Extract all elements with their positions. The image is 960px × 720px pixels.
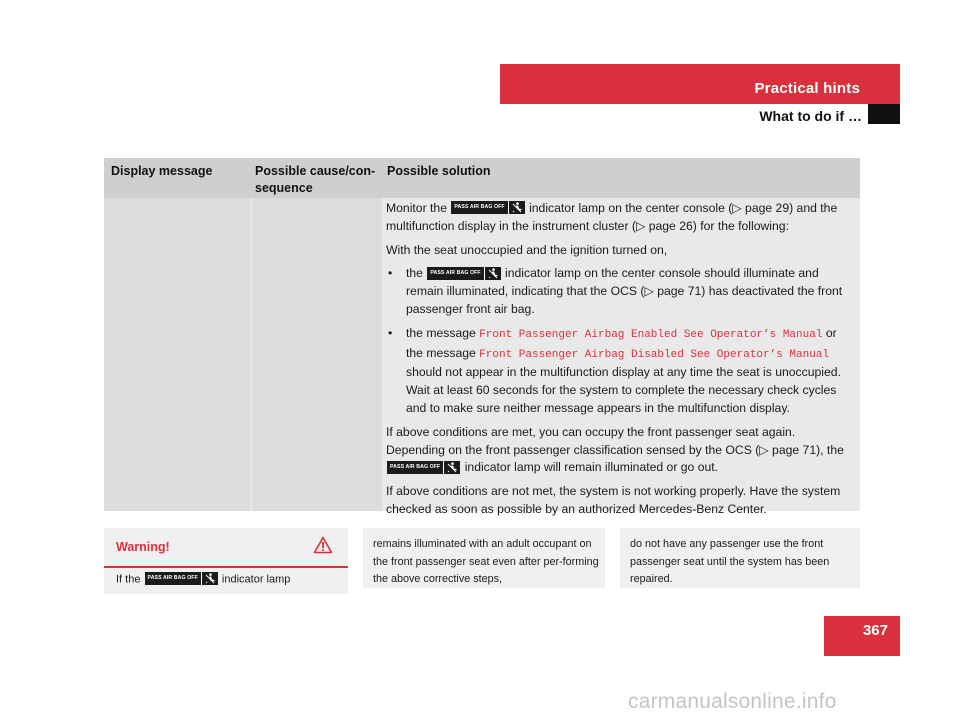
- subsection-title: What to do if …: [759, 108, 862, 124]
- bullet: •: [388, 266, 393, 281]
- solution-paragraph-conditions-met: If above conditions are met, you can occupy the front passenger seat again. Depending on the front passenger classification sensed by the OCS (▷ page 71), the PASS AIR BAG OFF indicator lamp will remain illuminated or go out.: [386, 424, 844, 475]
- passenger-airbag-off-lamp: PASS AIR BAG OFF: [451, 201, 524, 214]
- possible-solution-cell: [386, 200, 856, 525]
- warning-continuation-box: [363, 528, 605, 588]
- column-header-display-message: Display message: [111, 164, 213, 178]
- solution-paragraph-seat-unoccupied: With the seat unoccupied and the ignition turned on,: [386, 242, 668, 257]
- column-header-possible-solution: Possible solution: [387, 164, 491, 178]
- passenger-airbag-off-icon: [201, 572, 218, 585]
- warning-continuation-text: do not have any passenger use the front passenger seat until the system has been repaired.: [630, 538, 830, 585]
- warning-title: Warning!: [116, 540, 170, 554]
- warning-text: If the PASS AIR BAG OFF indicator lamp: [116, 573, 291, 586]
- table-header: [104, 158, 860, 198]
- passenger-airbag-off-lamp: PASS AIR BAG OFF: [427, 267, 500, 280]
- header-tab-marker: [868, 104, 900, 124]
- solution-paragraph-conditions-not-met: If above conditions are not met, the system is not working properly. Have the system checked as soon as possible by an authorized Mercedes-Benz Center.: [386, 484, 841, 516]
- display-message-enabled: Front Passenger Airbag Enabled See Operator’s Manual: [479, 328, 823, 341]
- warning-continuation-box: [620, 528, 860, 588]
- list-item: • the PASS AIR BAG OFF indicator lamp on the center console should illuminate and remain illuminated, indicating that the OCS (▷ page 71) has deactivated the front passenger front air bag.: [388, 266, 843, 316]
- passenger-airbag-off-lamp: PASS AIR BAG OFF: [387, 461, 460, 474]
- bullet: •: [388, 325, 393, 340]
- section-title: Practical hints: [754, 80, 860, 97]
- possible-cause-cell: [252, 198, 382, 511]
- list-item: • the message Front Passenger Airbag Enabled See Operator’s Manual or the message Front Passenger Airbag Disabled See Operator’s Manual should not appear in the multifunction display at any time the seat is unoccupied. Wait at least 60 seconds for the system to complete the necessary check cycles and to make sure neither message appears in the multifunction display.: [388, 325, 841, 415]
- page-number: 367: [862, 622, 888, 639]
- passenger-airbag-off-icon: [484, 267, 501, 280]
- warning-triangle-icon: [313, 536, 333, 559]
- display-message-cell: [104, 198, 250, 511]
- column-header-possible-cause: Possible cause/con- sequence: [255, 164, 376, 195]
- solution-paragraph-monitor: Monitor the PASS AIR BAG OFF indicator lamp on the center console (▷ page 29) and the multifunction display in the instrument cluster (▷ page 26) for the following:: [386, 201, 838, 233]
- passenger-airbag-off-icon: [443, 461, 460, 474]
- passenger-airbag-off-icon: [508, 201, 525, 214]
- watermark: carmanualsonline.info: [628, 690, 837, 713]
- passenger-airbag-off-lamp: PASS AIR BAG OFF: [145, 572, 218, 585]
- display-message-disabled: Front Passenger Airbag Disabled See Operator’s Manual: [479, 348, 830, 361]
- warning-continuation-text: remains illuminated with an adult occupant on the front passenger seat even after per-forming the above corrective steps,: [373, 538, 599, 585]
